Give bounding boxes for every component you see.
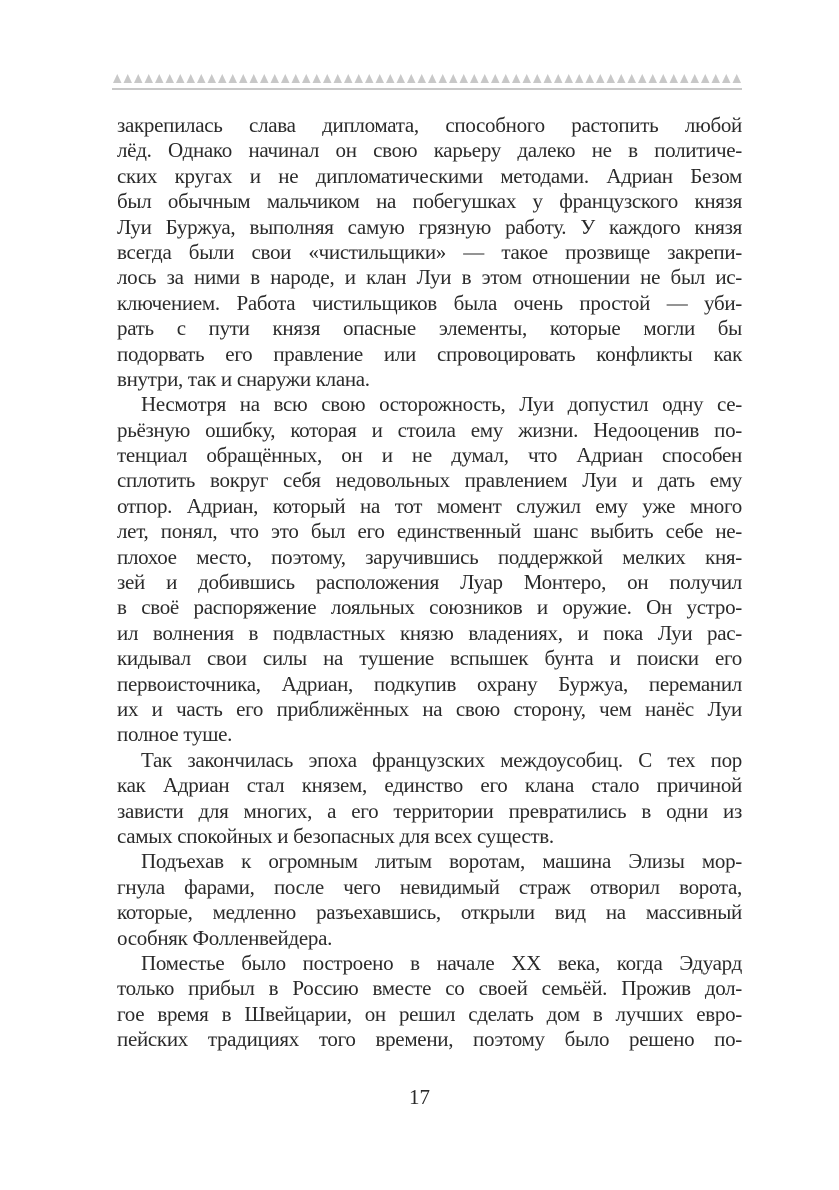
ornament-triangle [302,74,311,83]
header-rule [112,88,742,90]
text-line: самых спокойных и безопасных для всех существ. [117,823,554,848]
ornament-triangle [113,74,122,83]
text-line: лёд. Однако начинал он свою карьеру далеко не в политиче- [117,138,742,163]
ornament-triangle [176,74,185,83]
ornament-triangle [659,74,668,83]
text-line: в своё распоряжение лояльных союзников и оружие. Он устро- [117,595,742,620]
ornament-triangle [680,74,689,83]
text-line: особняк Фолленвейдера. [117,925,333,950]
ornament-triangle [439,74,448,83]
text-line: тенциал обращённых, он и не думал, что Адриан способен [117,443,742,468]
text-line: ских кругах и не дипломатическими методами. Адриан Безом [117,163,742,188]
text-line: Подъехав к огромным литым воротам, машина Элизы мор- [141,849,742,874]
ornament-triangle [449,74,458,83]
text-line: как Адриан стал князем, единство его клана стало причиной [117,773,742,798]
ornament-triangle [596,74,605,83]
text-line: лет, понял, что это был его единственный шанс выбить себе не- [117,519,742,544]
ornament-triangle [397,74,406,83]
ornament-triangle [554,74,563,83]
text-line: ключением. Работа чистильщиков была очень простой — уби- [117,290,742,315]
ornament-triangle [197,74,206,83]
text-line: всегда были свои «чистильщики» — такое прозвище закрепи- [117,239,742,264]
text-line: лось за ними в народе, и клан Луи в этом отношении не был ис- [117,265,742,290]
ornament-triangle [334,74,343,83]
ornament-triangle [271,74,280,83]
text-line: Так закончилась эпоха французских междоусобиц. С тех пор [141,747,742,772]
ornament-triangle [491,74,500,83]
ornament-triangle [691,74,700,83]
text-line: отпор. Адриан, который на тот момент служил ему уже много [117,493,742,518]
text-line: только прибыл в Россию вместе со своей семьёй. Прожив дол- [117,976,742,1001]
text-line: был обычным мальчиком на побегушках у французского князя [117,189,742,214]
ornament-triangle [386,74,395,83]
ornament-triangle [323,74,332,83]
ornament-triangle [722,74,731,83]
ornament-triangle [481,74,490,83]
text-line: внутри, так и снаружи клана. [117,366,370,391]
ornament-triangle [155,74,164,83]
page-number: 17 [409,1085,430,1109]
text-line: которые, медленно разъехавшись, открыли вид на массивный [117,900,742,925]
ornament-triangle [649,74,658,83]
ornament-triangle [512,74,521,83]
ornament-triangle [670,74,679,83]
text-line: Поместье было построено в начале XX века, когда Эдуард [141,950,742,975]
ornament-triangle [208,74,217,83]
ornament-triangle [701,74,710,83]
text-line: плохое место, поэтому, заручившись поддержкой мелких кня- [117,544,742,569]
ornament-triangle [544,74,553,83]
ornament-triangle [260,74,269,83]
ornament-triangle [428,74,437,83]
text-line: кидывал свои силы на тушение вспышек бунта и поиски его [117,646,742,671]
ornament-triangle [239,74,248,83]
ornament-triangle [218,74,227,83]
ornament-triangle [355,74,364,83]
text-line: закрепилась слава дипломата, способного растопить любой [117,113,742,137]
ornament-triangle [523,74,532,83]
text-line: зей и добившись расположения Луар Монтеро, он получил [117,570,742,595]
text-line: сплотить вокруг себя недовольных правлением Луи и дать ему [117,468,742,493]
ornament-triangle [292,74,301,83]
text-line: Несмотря на всю свою осторожность, Луи допустил одну се- [141,392,742,417]
ornament-triangle [281,74,290,83]
ornament-triangle [565,74,574,83]
text-line: гое время в Швейцарии, он решил сделать дом в лучших евро- [117,1001,742,1026]
ornament-triangle [575,74,584,83]
ornament-triangle [313,74,322,83]
text-line: пейских традициях того времени, поэтому было решено по- [117,1027,742,1052]
ornament-triangle [124,74,133,83]
ornament-triangle [470,74,479,83]
ornament-triangle [418,74,427,83]
header-ornament [112,72,742,83]
ornament-triangle [344,74,353,83]
ornament-triangle [229,74,238,83]
ornament-triangle [376,74,385,83]
ornament-triangle [733,74,742,83]
text-line: зависти для многих, а его территории превратились в одни из [117,798,742,823]
ornament-triangle [638,74,647,83]
ornament-triangle [586,74,595,83]
ornament-triangle [166,74,175,83]
text-line: рать с пути князя опасные элементы, которые могли бы [117,316,742,341]
text-line: полное туше. [117,722,233,747]
ornament-triangle [607,74,616,83]
ornament-triangle [628,74,637,83]
ornament-triangle [407,74,416,83]
ornament-triangle [250,74,259,83]
text-line: гнула фарами, после чего невидимый страж отворил ворота, [117,874,742,899]
ornament-triangle [187,74,196,83]
text-line: их и часть его приближённых на свою сторону, чем нанёс Луи [117,696,742,721]
ornament-triangle [502,74,511,83]
text-line: Луи Буржуа, выполняя самую грязную работу. У каждого князя [117,214,742,239]
ornament-triangle [134,74,143,83]
ornament-triangle [460,74,469,83]
ornament-triangle [617,74,626,83]
ornament-triangle [365,74,374,83]
ornament-triangle [533,74,542,83]
ornament-triangle [712,74,721,83]
text-line: ил волнения в подвластных князю владениях, и пока Луи рас- [117,620,742,645]
text-line: подорвать его правление или спровоцировать конфликты как [117,341,742,366]
body-text [117,113,742,1052]
text-line: рьёзную ошибку, которая и стоила ему жизни. Недооценив по- [117,417,742,442]
ornament-triangle [145,74,154,83]
text-line: первоисточника, Адриан, подкупив охрану Буржуа, переманил [117,671,742,696]
